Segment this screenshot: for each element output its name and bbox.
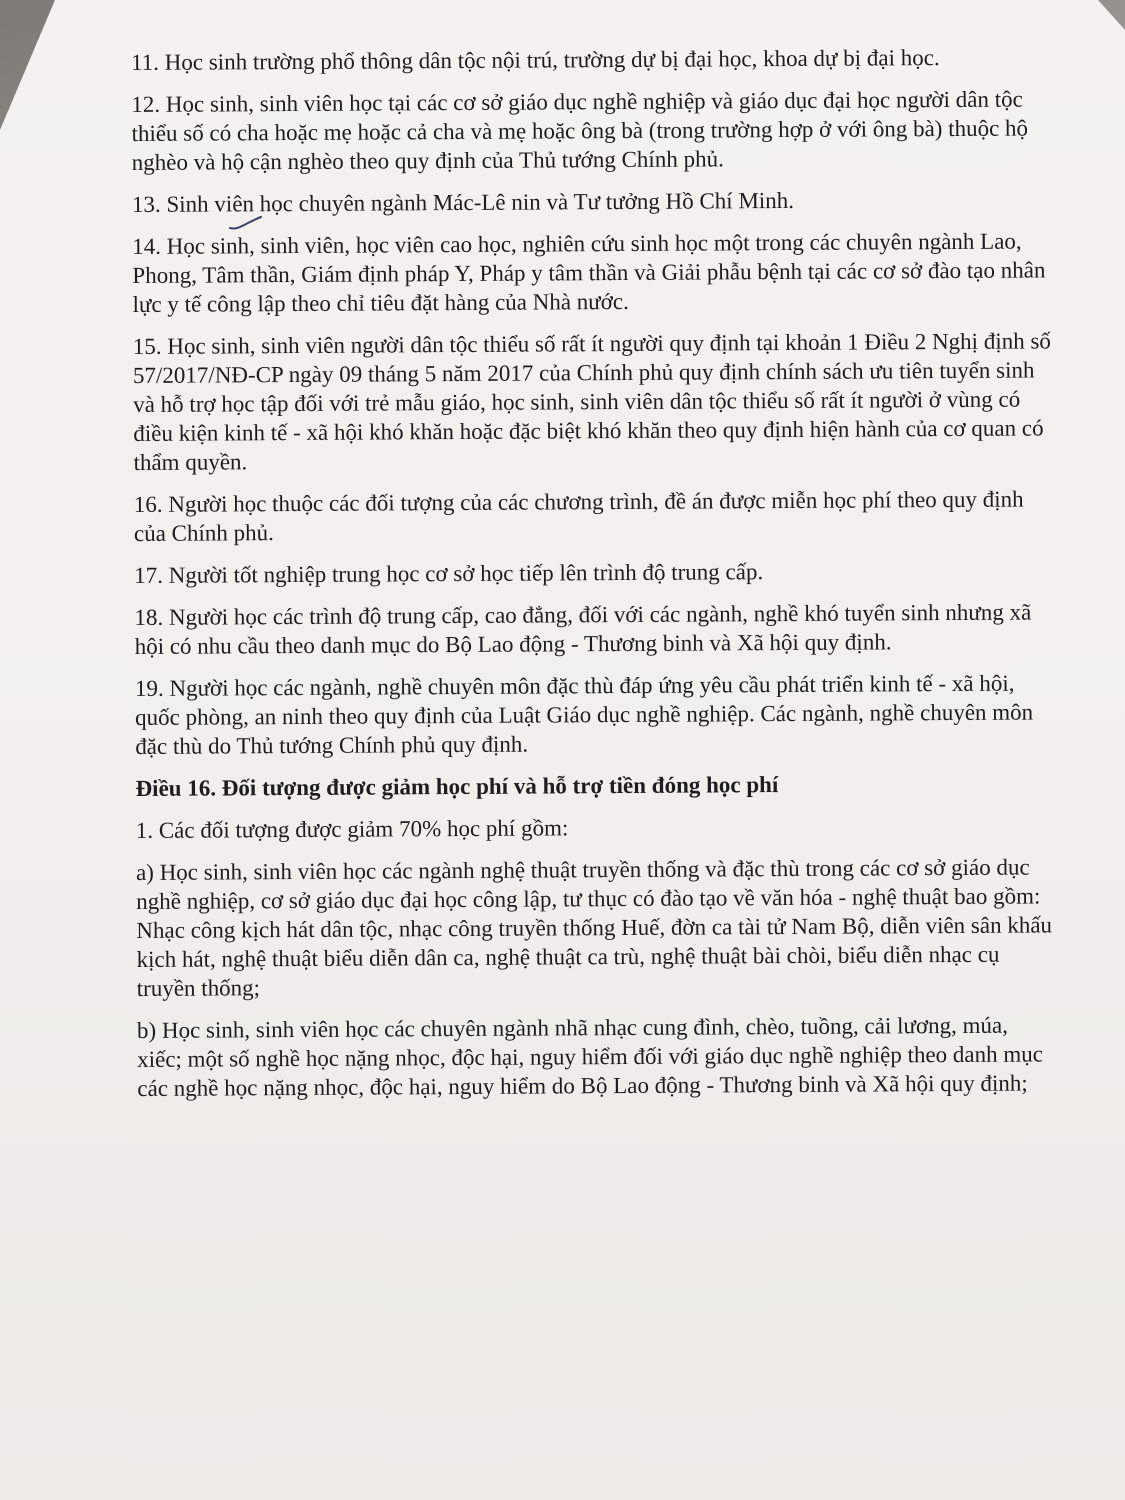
item-17: 17. Người tốt nghiệp trung học cơ sở học tiếp lên trình độ trung cấp. bbox=[134, 559, 764, 588]
item-15: 15. Học sinh, sinh viên người dân tộc thiểu số rất ít người quy định tại khoản 1 Điều 2 Nghị định số 57/2017/NĐ-CP ngày 09 tháng 5 năm 2017 của Chính phủ quy định chính sách ưu tiên tuyển sinh và hỗ trợ học tập đối với trẻ mẫu giáo, học sinh, sinh viên dân tộc thiểu số rất ít người ở vùng có điều kiện kinh tế - xã hội khó khăn hoặc đặc biệt khó khăn theo quy định hiện hành của cơ quan có thẩm quyền. bbox=[132, 328, 1051, 475]
article-16-heading: Điều 16. Đối tượng được giảm học phí và hỗ trợ tiền đóng học phí bbox=[135, 772, 779, 801]
item-13: 13. Sinh viên học chuyên ngành Mác-Lê nin và Tư tưởng Hồ Chí Minh. bbox=[131, 187, 795, 217]
sub-item-b: b) Học sinh, sinh viên học các chuyên ngành nhã nhạc cung đình, chèo, tuồng, cải lương, múa, xiếc; một số nghề học nặng nhọc, độc hại, nguy hiểm đối với giáo dục nghề nghiệp theo danh mục các nghề học nặng nhọc, độc hại, nguy hiểm do Bộ Lao động - Thương binh và Xã hội quy định; bbox=[136, 1012, 1044, 1101]
pen-check-mark bbox=[228, 214, 262, 234]
item-19: 19. Người học các ngành, nghề chuyên môn đặc thù đáp ứng yêu cầu phát triển kinh tế - xã hội, quốc phòng, an ninh theo quy định của Luật Giáo dục nghề nghiệp. Các ngành, nghề chuyên môn đặc thù do Thủ tướng Chính phủ quy định. bbox=[134, 670, 1034, 759]
item-18: 18. Người học các trình độ trung cấp, cao đẳng, đối với các ngành, nghề khó tuyển sinh nhưng xã hội có nhu cầu theo danh mục do Bộ Lao động - Thương binh và Xã hội quy định. bbox=[134, 599, 1032, 659]
sub-item-a: a) Học sinh, sinh viên học các ngành nghệ thuật truyền thống và đặc thù trong các cơ sở giáo dục nghề nghiệp, cơ sở giáo dục đại học công lập, tư thục có đào tạo về văn hóa - nghệ thuật bao gồm: Nhạc công kịch hát dân tộc, nhạc công truyền thống Huế, đờn ca tài tử Nam Bộ, diễn viên sân khấu kịch hát, nghệ thuật biểu diễn dân ca, nghệ thuật ca trù, nghệ thuật bài chòi, biểu diễn nhạc cụ truyền thống; bbox=[135, 854, 1053, 1001]
item-14: 14. Học sinh, sinh viên, học viên cao học, nghiên cứu sinh học một trong các chuyên ngành Lao, Phong, Tâm thần, Giám định pháp Y, Pháp y tâm thần và Giải phẫu bệnh tại các cơ sở đào tạo nhân lực y tế công lập theo chỉ tiêu đặt hàng của Nhà nước. bbox=[132, 228, 1046, 317]
document-page bbox=[131, 42, 1058, 1116]
item-12: 12. Học sinh, sinh viên học tại các cơ sở giáo dục nghề nghiệp và giáo dục đại học người dân tộc thiểu số có cha hoặc mẹ hoặc cả cha và mẹ hoặc ông bà (trong trường hợp ở với ông bà) thuộc hộ nghèo và hộ cận nghèo theo quy định của Thủ tướng Chính phủ. bbox=[131, 86, 1029, 175]
item-11: 11. Học sinh trường phổ thông dân tộc nội trú, trường dự bị đại học, khoa dự bị đại học. bbox=[131, 45, 940, 75]
clause-1: 1. Các đối tượng được giảm 70% học phí gồm: bbox=[135, 815, 569, 843]
item-16: 16. Người học thuộc các đối tượng của các chương trình, đề án được miễn học phí theo quy định của Chính phủ. bbox=[133, 486, 1024, 546]
